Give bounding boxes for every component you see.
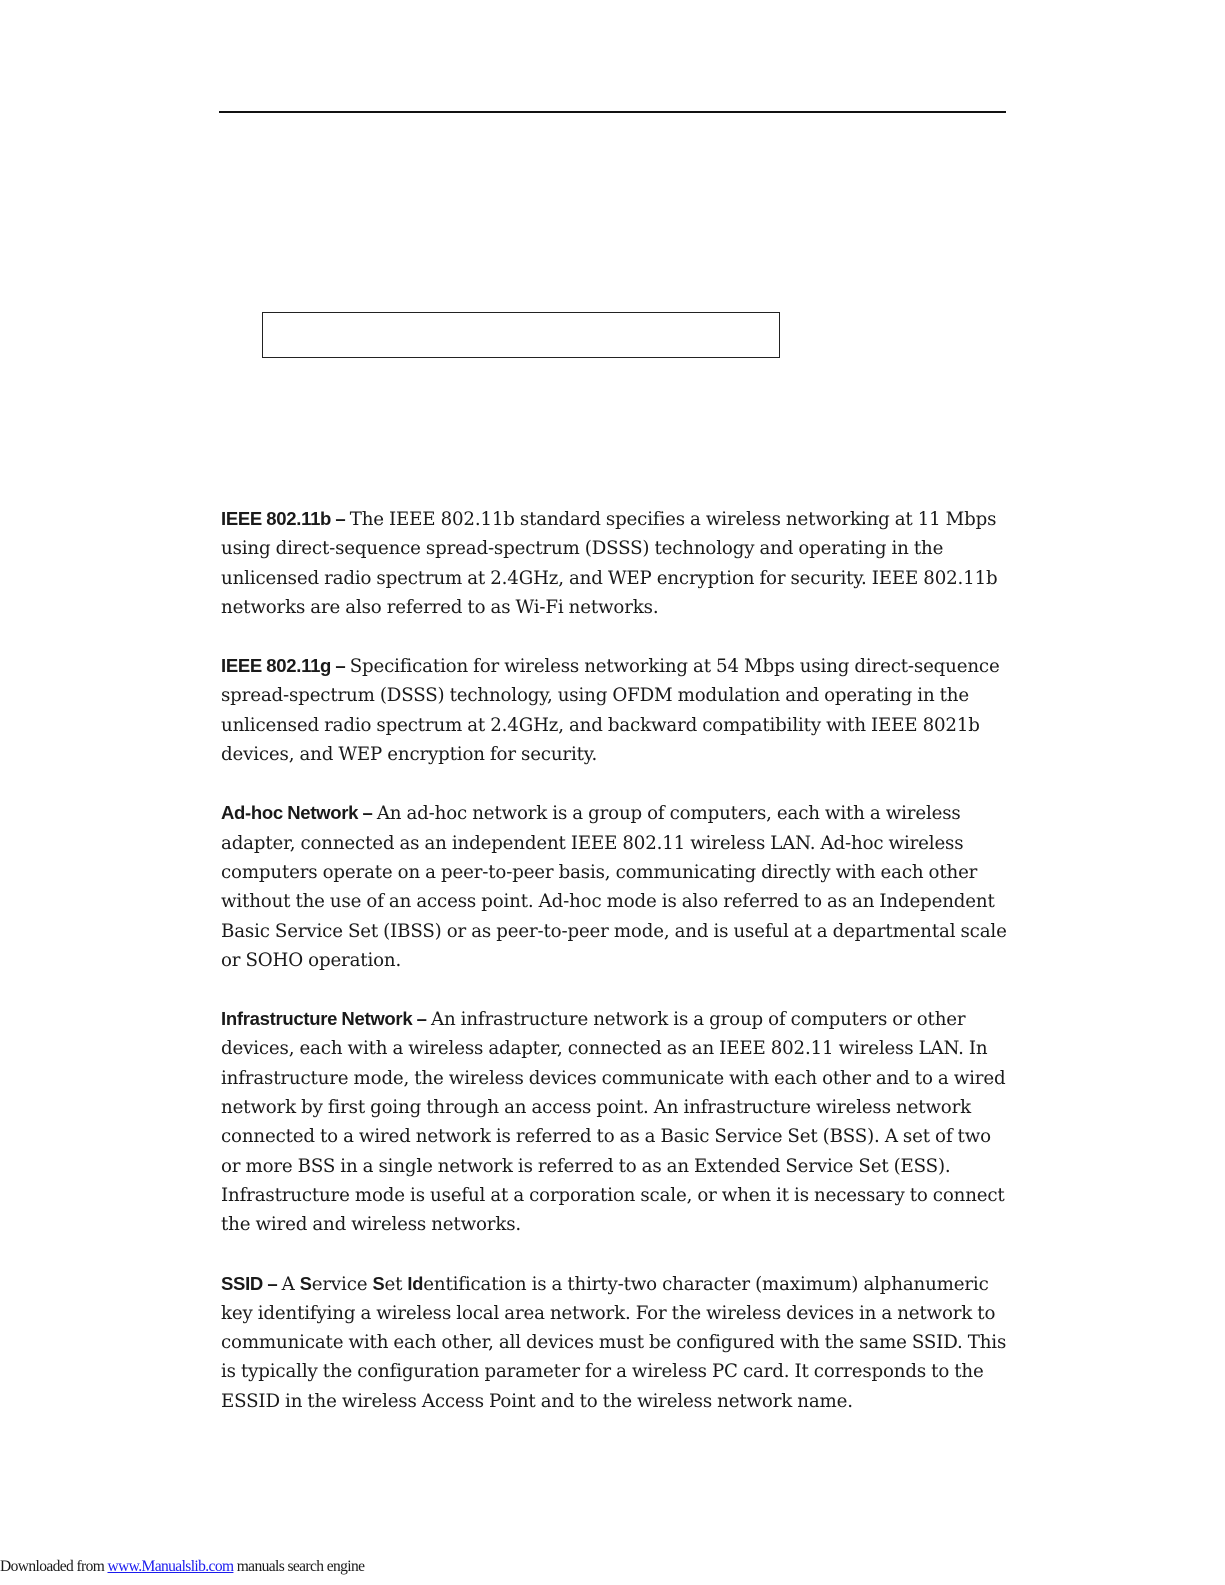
- term-dash: –: [331, 655, 350, 677]
- glossary-entry-ieee-802-11b: [221, 504, 1011, 622]
- ssid-letter-s2: S: [372, 1273, 385, 1294]
- header-rule: [219, 111, 1006, 113]
- glossary-list: [221, 504, 1011, 1445]
- ssid-letters-id: Id: [407, 1273, 424, 1294]
- glossary-definition: The IEEE 802.11b standard specifies a wireless networking at 11 Mbps using direct-sequence spread-spectrum (DSSS) technology and operating in the unlicensed radio spectrum at 2.4GHz, and WEP encryption for security. IEEE 802.11b networks are also referred to as Wi-Fi networks.: [221, 509, 998, 618]
- term-dash: –: [331, 508, 350, 529]
- term-dash: –: [262, 1272, 282, 1294]
- glossary-term: SSID: [221, 1272, 263, 1294]
- glossary-entry-ieee-802-11g: [221, 651, 1011, 769]
- term-dash: –: [412, 1008, 431, 1030]
- ssid-text-ervice: ervice: [311, 1273, 373, 1295]
- section-title-box: [262, 312, 780, 358]
- ssid-text-a: A: [281, 1273, 300, 1295]
- glossary-definition: An ad-hoc network is a group of computers, each with a wireless adapter, connected as an independent IEEE 802.11 wireless LAN. Ad-hoc wireless computers operate on a peer-to-peer basis, communicating directly with each other without the use of an access point. Ad-hoc mode is also referred to as an Independent Basic Service Set (IBSS) or as peer-to-peer mode, and is useful at a departmental scale or SOHO operation.: [221, 803, 1007, 971]
- glossary-entry-infrastructure-network: [221, 1004, 1011, 1239]
- glossary-term: IEEE 802.11b: [221, 508, 332, 529]
- term-dash: –: [358, 802, 377, 824]
- glossary-definition: An infrastructure network is a group of computers or other devices, each with a wireless adapter, connected as an IEEE 802.11 wireless LAN. In infrastructure mode, the wireless devices communicate with each other and to a wired network by first going through an access point. An infrastructure wireless network connected to a wired network is referred to as a Basic Service Set (BSS). A set of two or more BSS in a single network is referred to as an Extended Service Set (ESS). Infrastructure mode is useful at a corporation scale, or when it is necessary to connect the wired and wireless networks.: [221, 1009, 1006, 1236]
- glossary-definition: entification is a thirty-two character (maximum) alphanumeric key identifying a wireless local area network. For the wireless devices in a network to communicate with each other, all devices must be configured with the same SSID. This is typically the configuration parameter for a wireless PC card. It corresponds to the ESSID in the wireless Access Point and to the wireless network name.: [221, 1273, 1007, 1412]
- glossary-term: IEEE 802.11g: [221, 655, 332, 677]
- footer-suffix: manuals search engine: [233, 1558, 365, 1575]
- glossary-term: Ad-hoc Network: [221, 802, 359, 824]
- glossary-definition: Specification for wireless networking at 54 Mbps using direct-sequence spread-spectrum (DSSS) technology, using OFDM modulation and operating in the unlicensed radio spectrum at 2.4GHz, and backward compatibility with IEEE 8021b devices, and WEP encryption for security.: [221, 656, 1000, 766]
- glossary-entry-ad-hoc-network: [221, 798, 1011, 975]
- glossary-entry-ssid: [221, 1269, 1011, 1416]
- glossary-term: Infrastructure Network: [221, 1008, 413, 1030]
- download-footer: [0, 1558, 364, 1576]
- ssid-letter-s: S: [299, 1273, 312, 1294]
- footer-prefix: Downloaded from: [0, 1558, 108, 1575]
- ssid-text-et: et: [384, 1273, 408, 1295]
- manualslib-link[interactable]: www.Manualslib.com: [107, 1558, 234, 1575]
